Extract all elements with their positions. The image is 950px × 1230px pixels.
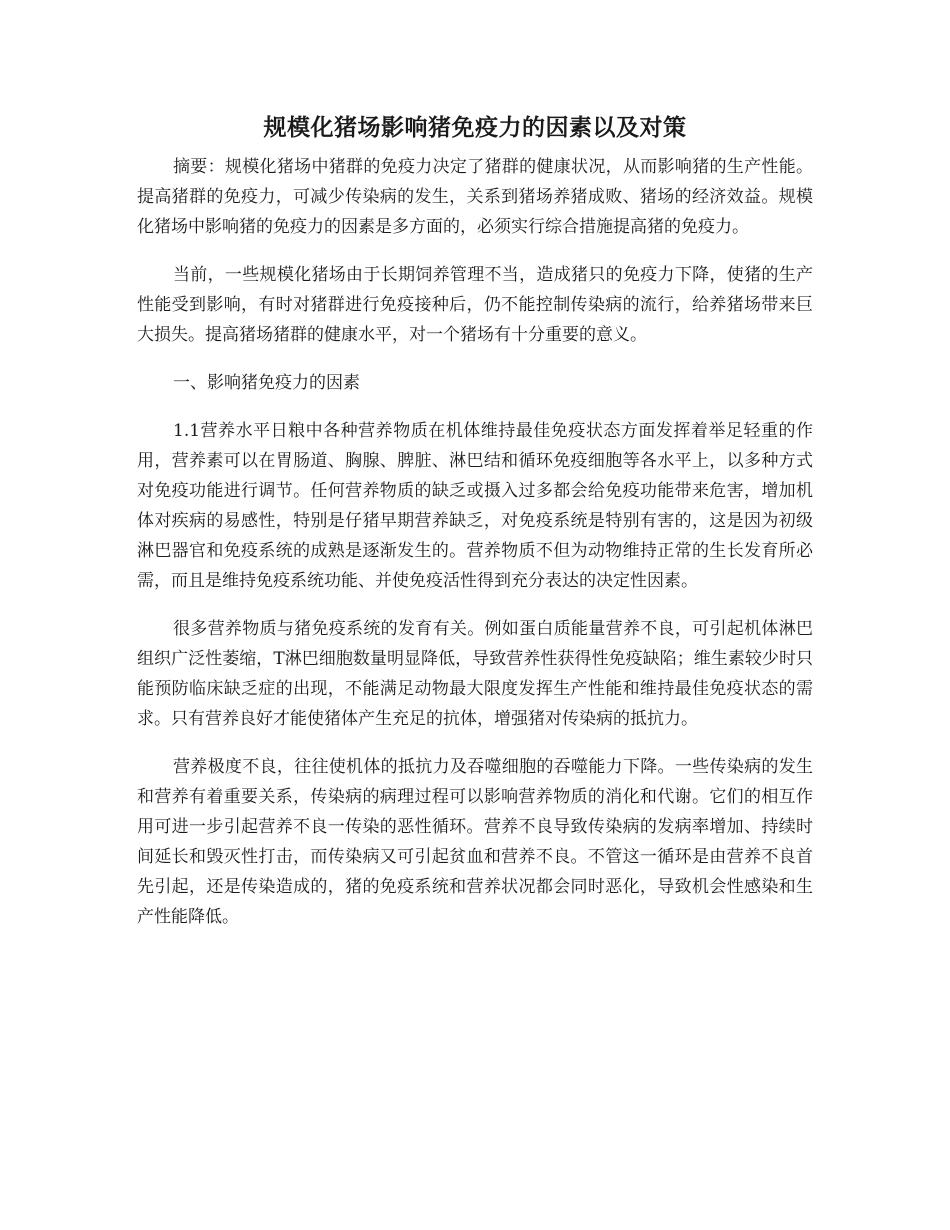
body-paragraph: 1.1营养水平日粮中各种营养物质在机体维持最佳免疫状态方面发挥着举足轻重的作用，营养素可以在胃肠道、胸腺、脾脏、淋巴结和循环免疫细胞等各水平上，以多种方式对免疫功能进行调节。任何营养物质的缺乏或摄入过多都会给免疫功能带来危害，增加机体对疾病的易感性，特别是仔猪早期营养缺乏，对免疫系统是特别有害的，这是因为初级淋巴器官和免疫系统的成熟是逐渐发生的。营养物质不但为动物维持正常的生长发育所必需，而且是维持免疫系统功能、并使免疫活性得到充分表达的决定性因素。	[137, 421, 813, 591]
abstract-paragraph: 摘要：规模化猪场中猪群的免疫力决定了猪群的健康状况，从而影响猪的生产性能。提高猪群的免疫力，可减少传染病的发生，关系到猪场养猪成败、猪场的经济效益。规模化猪场中影响猪的免疫力的因素是多方面的，必须实行综合措施提高猪的免疫力。	[137, 157, 813, 237]
body-paragraph: 营养极度不良，往往使机体的抵抗力及吞噬细胞的吞噬能力下降。一些传染病的发生和营养有着重要关系，传染病的病理过程可以影响营养物质的消化和代谢。它们的相互作用可进一步引起营养不良一传染的恶性循环。营养不良导致传染病的发病率增加、持续时间延长和毁灭性打击，而传染病又可引起贫血和营养不良。不管这一循环是由营养不良首先引起，还是传染造成的，猪的免疫系统和营养状况都会同时恶化，导致机会性感染和生产性能降低。	[137, 757, 813, 927]
intro-paragraph: 当前，一些规模化猪场由于长期饲养管理不当，造成猪只的免疫力下降，使猪的生产性能受到影响，有时对猪群进行免疫接种后，仍不能控制传染病的流行，给养猪场带来巨大损失。提高猪场猪群的健康水平，对一个猪场有十分重要的意义。	[137, 265, 813, 345]
document-body	[137, 152, 813, 950]
document-title: 规模化猪场影响猪免疫力的因素以及对策	[263, 114, 687, 141]
section-heading: 一、影响猪免疫力的因素	[173, 373, 360, 393]
body-paragraph: 很多营养物质与猪免疫系统的发育有关。例如蛋白质能量营养不良，可引起机体淋巴组织广泛性萎缩，T淋巴细胞数量明显降低，导致营养性获得性免疫缺陷；维生素较少时只能预防临床缺乏症的出现，不能满足动物最大限度发挥生产性能和维持最佳免疫状态的需求。只有营养良好才能使猪体产生充足的抗体，增强猪对传染病的抵抗力。	[137, 619, 813, 729]
